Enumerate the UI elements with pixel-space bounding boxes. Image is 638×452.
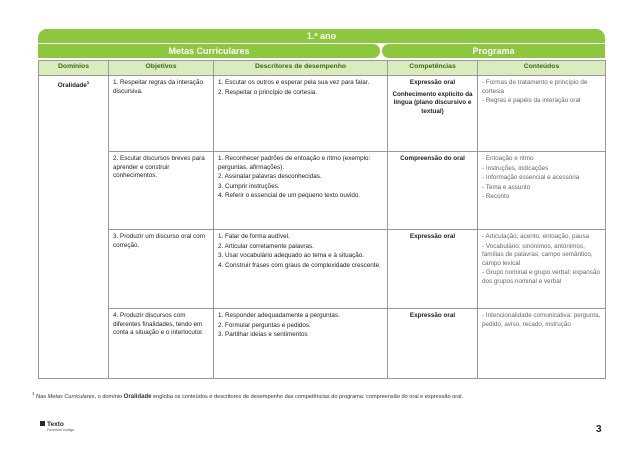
conteudo-item: - Reconto bbox=[482, 193, 510, 201]
objetivo-cell: 2. Escutar discursos breves para aprender e construir conhecimentos. bbox=[109, 152, 214, 230]
descritores-cell bbox=[214, 152, 388, 230]
conteudos-cell bbox=[478, 152, 606, 230]
col-dominios: Domínios bbox=[39, 61, 109, 76]
table-row bbox=[39, 230, 606, 309]
descritor-item: 1. Escutar os outros e esperar pela sua vez para falar. bbox=[218, 79, 370, 86]
col-competencias: Competências bbox=[388, 61, 478, 76]
descritor-item: 2. Respeitar o princípio de cortesia. bbox=[218, 88, 318, 96]
footnote-text-mid: , o domínio bbox=[94, 393, 124, 400]
logo-square-icon bbox=[40, 421, 45, 426]
domain-label: Oralidade bbox=[57, 82, 87, 90]
conteudo-item: - Entoação e ritmo bbox=[482, 155, 534, 162]
programa-header: Programa bbox=[382, 44, 605, 58]
descritor-item: 3. Usar vocabulário adequado ao tema e à situação. bbox=[218, 252, 364, 260]
objetivo-cell: 1. Respeitar regras da interação discursiva. bbox=[109, 76, 214, 152]
descritor-item: 2. Articular corretamente palavras. bbox=[218, 242, 314, 250]
competencia-item: Expressão oral bbox=[409, 312, 456, 319]
grade-banner: 1.º ano bbox=[38, 29, 605, 43]
descritor-item: 4. Construir frases com graus de complexidade crescente. bbox=[218, 261, 381, 269]
conteudos-cell bbox=[478, 309, 606, 379]
descritor-item: 4. Referir o essencial de um pequeno texto ouvido. bbox=[218, 192, 361, 200]
objetivo-cell: 3. Produzir um discurso oral com correção. bbox=[109, 230, 214, 309]
curriculum-table bbox=[38, 60, 606, 379]
page-number: 3 bbox=[596, 424, 602, 435]
table-row bbox=[39, 309, 606, 379]
column-header-row bbox=[39, 61, 606, 76]
domain-footnote-marker: 1 bbox=[86, 80, 90, 85]
conteudo-item: - Grupo nominal e grupo verbal; expansão dos grupos nominal e verbal bbox=[482, 269, 600, 285]
competencias-cell bbox=[388, 152, 478, 230]
footnote-text-bold: Oralidade bbox=[123, 393, 152, 400]
footnote bbox=[32, 391, 622, 400]
conteudo-item: - Formas de tratamento e princípio de cortesia bbox=[482, 79, 588, 95]
publisher-logo bbox=[40, 421, 74, 432]
competencias-cell bbox=[388, 309, 478, 379]
footnote-text-post: engloba os conteúdos e descritores de desempenho das competências do programa: compreensão do oral e expressão oral. bbox=[151, 393, 464, 400]
conteudos-cell bbox=[478, 76, 606, 152]
competencia-item: Conhecimento explícito da língua (plano discursivo e textual) bbox=[392, 90, 473, 115]
descritor-item: 2. Formular perguntas e pedidos. bbox=[218, 321, 311, 329]
table-row bbox=[39, 76, 606, 152]
descritores-cell bbox=[214, 76, 388, 152]
descritor-item: 3. Cumprir instruções. bbox=[218, 182, 280, 190]
col-objetivos: Objetivos bbox=[109, 61, 214, 76]
descritor-item: 3. Partilhar ideias e sentimentos bbox=[218, 331, 308, 339]
domain-cell bbox=[39, 76, 109, 379]
conteudo-item: - Instruções, indicações bbox=[482, 164, 549, 172]
descritor-item: 2. Assinalar palavras desconhecidas. bbox=[218, 173, 322, 181]
descritor-item: 1. Responder adequadamente a perguntas. bbox=[218, 312, 340, 319]
conteudos-cell bbox=[478, 230, 606, 309]
conteudo-item: - Informação essencial e acessória bbox=[482, 174, 580, 182]
competencia-item: Expressão oral bbox=[409, 79, 456, 86]
col-conteudos: Conteúdos bbox=[478, 61, 606, 76]
competencias-cell bbox=[388, 230, 478, 309]
metas-curriculares-header: Metas Curriculares bbox=[38, 44, 380, 58]
descritores-cell bbox=[214, 309, 388, 379]
col-descritores: Descritores de desempenho bbox=[214, 61, 388, 76]
conteudo-item: - Intencionalidade comunicativa: pergunta, pedido, aviso, recado, instrução bbox=[482, 312, 601, 328]
descritor-item: 1. Reconhecer padrões de entoação e ritmo (exemplo: perguntas, afirmações). bbox=[218, 155, 371, 171]
footnote-text-italic: Metas Curriculares bbox=[47, 393, 95, 400]
logo-text: Texto bbox=[47, 421, 64, 428]
logo-tagline: Fazemos contigo bbox=[47, 428, 75, 432]
conteudo-item: - Vocabulário: sinónimos, antónimos, famílias de palavras; campo semântico, campo lexical bbox=[482, 242, 593, 267]
conteudo-item: - Articulação, acento, entoação, pausa bbox=[482, 233, 590, 240]
conteudo-item: - Regras e papéis da interação oral bbox=[482, 97, 581, 105]
competencias-cell bbox=[388, 76, 478, 152]
footnote-number: 1 bbox=[32, 391, 35, 396]
table-row bbox=[39, 152, 606, 230]
competencia-item: Compreensão do oral bbox=[400, 155, 465, 162]
objetivo-cell: 4. Produzir discursos com diferentes finalidades, tendo em conta a situação e o interlocutor. bbox=[109, 309, 214, 379]
descritores-cell bbox=[214, 230, 388, 309]
conteudo-item: - Tema e assunto bbox=[482, 183, 531, 191]
footnote-text-pre: Nas bbox=[36, 393, 48, 400]
descritor-item: 1. Falar de forma audível. bbox=[218, 233, 290, 240]
competencia-item: Expressão oral bbox=[409, 233, 456, 240]
